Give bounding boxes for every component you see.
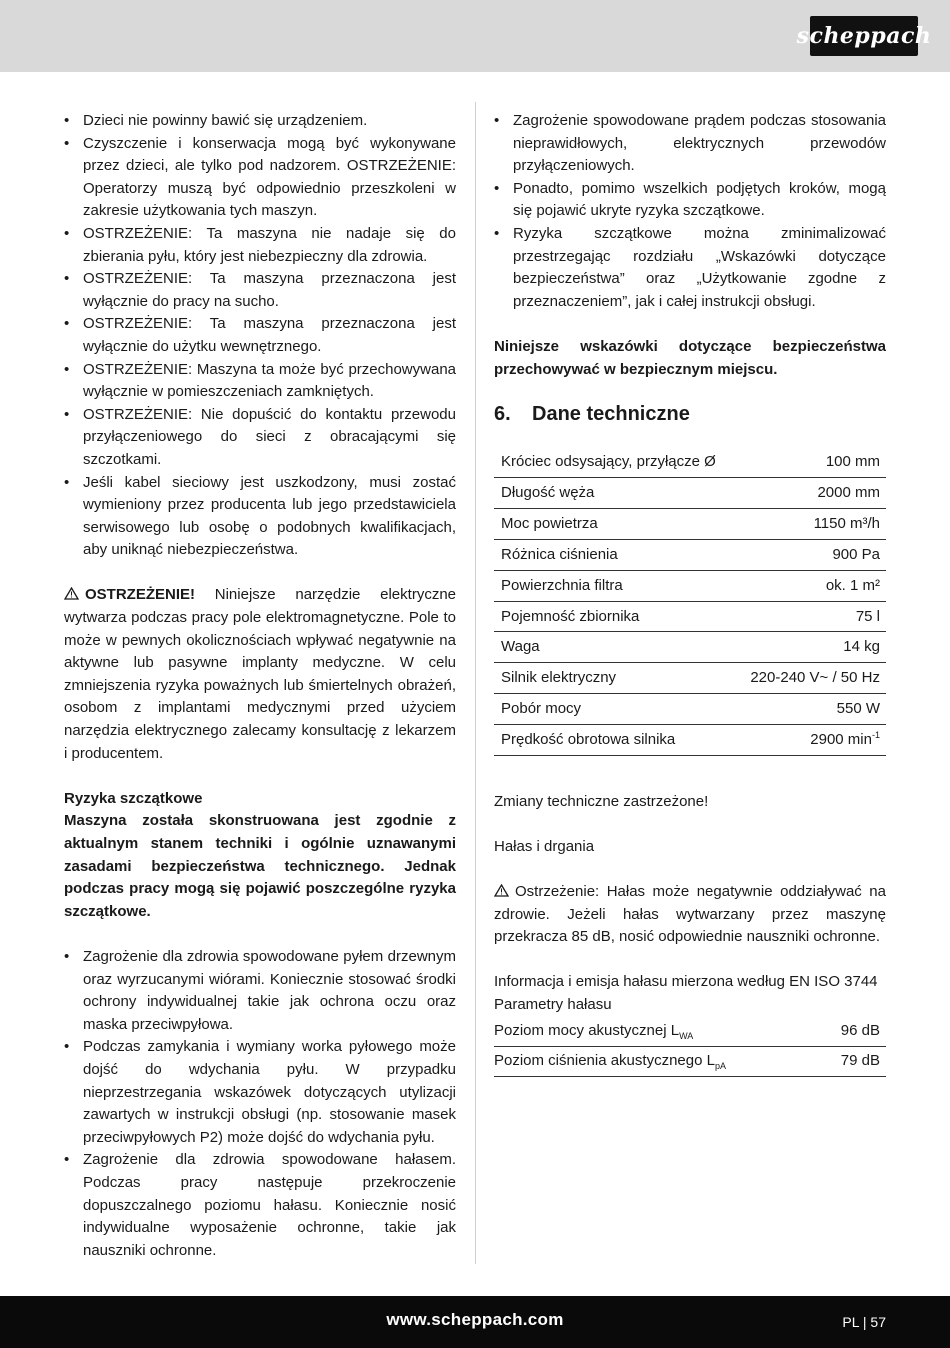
tech-value: 550 W: [734, 694, 886, 725]
noise-label: [494, 1047, 815, 1077]
list-item: • Czyszczenie i konserwacja mogą być wykonywane przez dzieci, ale tylko pod nadzorem. OSTRZEŻENIE: Operatorzy muszą być odpowiednio przeszkoleni w zakresie użytkowania tych maszyn.: [64, 133, 456, 223]
noise-value: 96 dB: [815, 1017, 886, 1047]
tech-label: Długość węża: [494, 478, 734, 509]
language-code: PL: [842, 1314, 859, 1330]
tech-label: Różnica ciśnienia: [494, 540, 734, 571]
keep-instructions-note: Niniejsze wskazówki dotyczące bezpieczeństwa przechowywać w bezpiecznym miejscu.: [494, 337, 886, 378]
tech-value: 75 l: [734, 601, 886, 632]
list-item: • OSTRZEŻENIE: Ta maszyna nie nadaje się do zbierania pyłu, który jest niebezpieczny dla zdrowia.: [64, 223, 456, 268]
technical-changes-note: Zmiany techniczne zastrzeżone!: [494, 792, 709, 810]
list-item: • OSTRZEŻENIE: Maszyna ta może być przechowywana wyłącznie w pomieszczeniach zamkniętych.: [64, 359, 456, 404]
left-column: [64, 110, 456, 1262]
warning-triangle-icon: [64, 587, 79, 600]
warning-triangle-icon: [494, 884, 509, 897]
table-row: [494, 570, 886, 601]
tech-value: 220-240 V~ / 50 Hz: [734, 663, 886, 694]
table-row: [494, 1047, 886, 1077]
warning-text: Niniejsze narzędzie elektryczne wytwarza podczas pracy pole elektromagnetyczne. Pole to może w pewnych okolicznościach wpływać negatywnie na aktywne lub pasywne implanty medyczne. W celu zmniejszenia ryzyka poważnych lub śmiertelnych obrażeń, osobom z implantami medycznymi przed użyciem narzędzia elektrycznego zalecamy konsultację z lekarzem i producentem.: [64, 586, 456, 762]
page-footer: [0, 1296, 950, 1348]
list-item: • Dzieci nie powinny bawić się urządzeniem.: [64, 110, 456, 133]
residual-risks-title: Ryzyka szczątkowe: [64, 789, 203, 807]
tech-value-exponent: -1: [871, 729, 880, 740]
residual-risks-list-continued: [494, 110, 886, 313]
list-item: • Jeśli kabel sieciowy jest uszkodzony, musi zostać wymieniony przez producenta lub jego przedstawiciela serwisowego lub osobę o podobnych kwalifikacjach, aby uniknąć niebezpieczeństwa.: [64, 472, 456, 562]
noise-warning: [494, 881, 886, 949]
tech-value: 1150 m³/h: [734, 509, 886, 540]
tech-label: Moc powietrza: [494, 509, 734, 540]
tech-label: Silnik elektryczny: [494, 663, 734, 694]
tech-label: Waga: [494, 632, 734, 663]
tech-label: Króciec odsysający, przyłącze Ø: [494, 447, 734, 478]
tech-value: 14 kg: [734, 632, 886, 663]
list-item: • Zagrożenie dla zdrowia spowodowane hałasem. Podczas pracy następuje przekroczenie dopuszczalnego poziomu hałasu. Koniecznie nosić indywidualne wyposażenie ochronne, takie jak nauszniki ochronne.: [64, 1149, 456, 1262]
list-item: • Zagrożenie spowodowane prądem podczas stosowania nieprawidłowych, elektrycznych przewodów przyłączeniowych.: [494, 110, 886, 178]
table-row: [494, 478, 886, 509]
tech-value-text: 2900 min: [810, 730, 872, 748]
table-row: [494, 1017, 886, 1047]
noise-label: [494, 1017, 815, 1047]
list-item: • Podczas zamykania i wymiany worka pyłowego może dojść do wdychania pyłu. W przypadku nieprzestrzegania wskazówek dotyczących utylizacji zawartych w instrukcji obsługi (np. stosowanie masek przeciwpyłowych P2) może dojść do wdychania pyłu.: [64, 1036, 456, 1149]
tech-label: Pobór mocy: [494, 694, 734, 725]
table-row: [494, 447, 886, 478]
table-row: [494, 509, 886, 540]
safety-list: [64, 110, 456, 562]
section-number: 6.: [494, 403, 511, 426]
section-heading: [494, 401, 886, 427]
table-row: [494, 724, 886, 755]
noise-table: [494, 1017, 886, 1078]
tech-value: 2000 mm: [734, 478, 886, 509]
tech-label: Prędkość obrotowa silnika: [494, 724, 734, 755]
table-row: [494, 540, 886, 571]
table-row: [494, 663, 886, 694]
list-item: • Ponadto, pomimo wszelkich podjętych kroków, mogą się pojawić ukryte ryzyka szczątkowe.: [494, 178, 886, 223]
tech-value: [734, 724, 886, 755]
list-item: • OSTRZEŻENIE: Nie dopuścić do kontaktu przewodu przyłączeniowego do sieci z obracającymi się szczotkami.: [64, 404, 456, 472]
website-url: www.scheppach.com: [386, 1310, 564, 1329]
residual-risks-list: [64, 946, 456, 1262]
tech-label: Pojemność zbiornika: [494, 601, 734, 632]
noise-info: Informacja i emisja hałasu mierzona według EN ISO 3744: [494, 973, 878, 991]
page-num: 57: [870, 1314, 886, 1330]
table-row: [494, 601, 886, 632]
column-divider: [475, 102, 476, 1264]
list-item: • OSTRZEŻENIE: Ta maszyna przeznaczona jest wyłącznie do użytku wewnętrznego.: [64, 313, 456, 358]
emf-warning: [64, 584, 456, 765]
tech-label: Powierzchnia filtra: [494, 570, 734, 601]
noise-warning-text: Ostrzeżenie: Hałas może negatywnie oddziaływać na zdrowie. Jeżeli hałas wytwarzany przez maszynę przekracza 85 dB, nosić odpowiednie nauszniki ochronne.: [494, 882, 886, 946]
noise-label-subscript: WA: [679, 1030, 694, 1041]
noise-label-text: Poziom ciśnienia akustycznego L: [494, 1052, 715, 1070]
list-item: • OSTRZEŻENIE: Ta maszyna przeznaczona jest wyłącznie do pracy na sucho.: [64, 268, 456, 313]
page-header: [0, 0, 950, 72]
tech-value: 100 mm: [734, 447, 886, 478]
table-row: [494, 694, 886, 725]
list-item: • Zagrożenie dla zdrowia spowodowane pyłem drzewnym oraz wyrzucanymi wiórami. Koniecznie stosować środki ochrony indywidualnej takie jak ochrona oczu oraz maska przeciwpyłowa.: [64, 946, 456, 1036]
noise-section-title: Hałas i drgania: [494, 837, 595, 855]
noise-value: 79 dB: [815, 1047, 886, 1077]
table-row: [494, 632, 886, 663]
technical-data-table: [494, 447, 886, 755]
list-item: • Ryzyka szczątkowe można zminimalizować przestrzegając rozdziału „Wskazówki dotyczące bezpieczeństwa” oraz „Użytkowanie zgodne z przeznaczeniem”, jak i całej instrukcji obsługi.: [494, 223, 886, 313]
tech-value: ok. 1 m²: [734, 570, 886, 601]
right-column: [494, 110, 886, 1077]
warning-label: OSTRZEŻENIE!: [85, 586, 196, 604]
section-title: Dane techniczne: [532, 403, 690, 426]
noise-label-text: Poziom mocy akustycznej L: [494, 1021, 680, 1039]
page-number: PL | 57: [842, 1314, 886, 1330]
noise-label-subscript: pA: [714, 1061, 726, 1072]
residual-risks-intro: Maszyna została skonstruowana jest zgodnie z aktualnym stanem techniki i ogólnie uznawanymi zasadami bezpieczeństwa technicznego. Jednak podczas pracy mogą się pojawić poszczególne ryzyka szczątkowe.: [64, 812, 456, 920]
tech-value: 900 Pa: [734, 540, 886, 571]
noise-parameters-title: Parametry hałasu: [494, 995, 612, 1013]
scheppach-logo: scheppach: [810, 16, 918, 56]
